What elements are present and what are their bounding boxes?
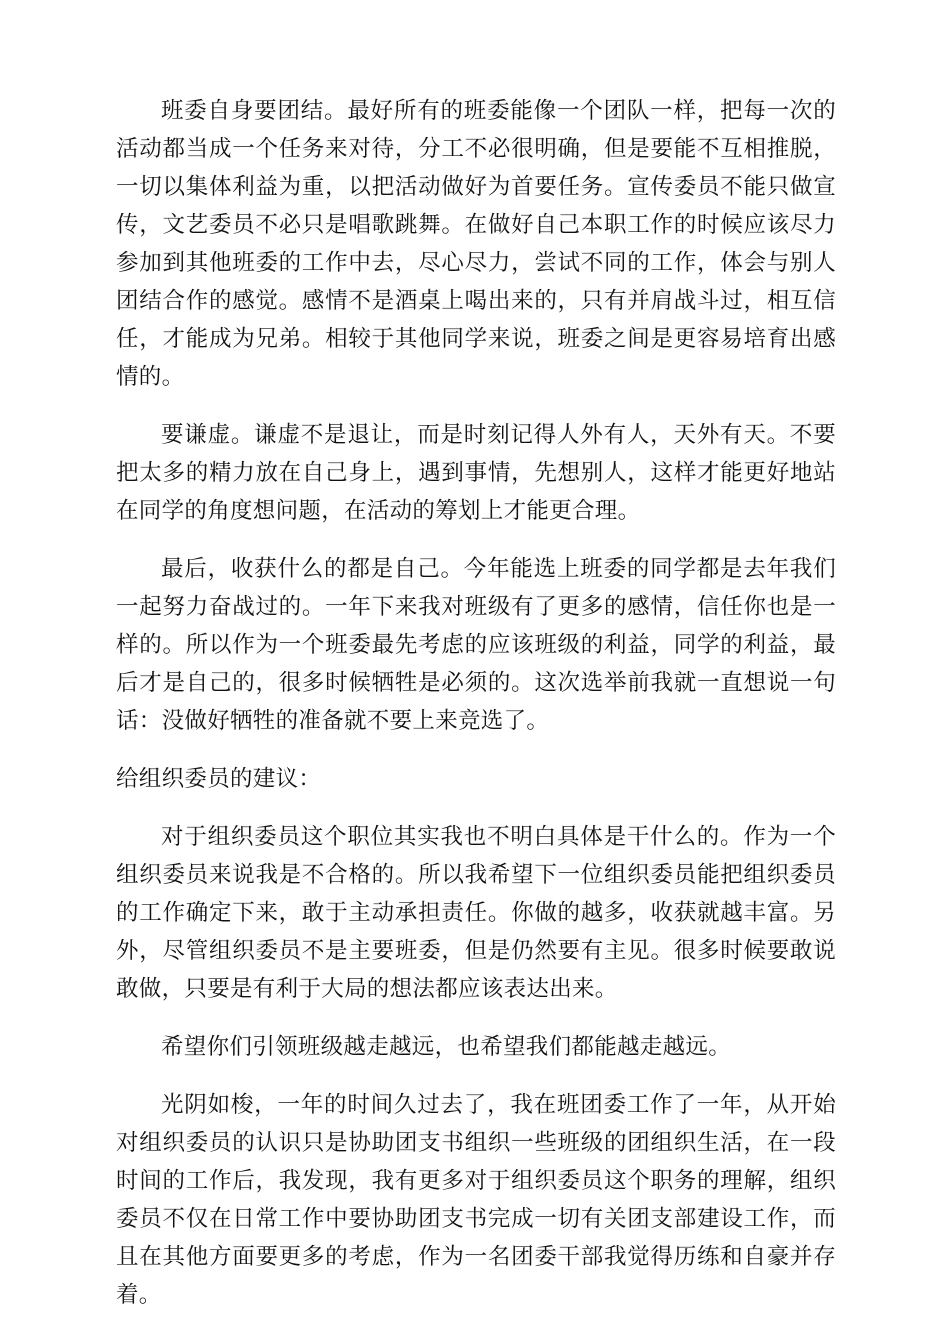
paragraph-time-flies: 光阴如梭，一年的时间久过去了，我在班团委工作了一年，从开始对组织委员的认识只是协助团支书组织一些班级的团组织生活，在一段时间的工作后，我发现，我有更多对于组织委员这个职务的理解，组织委员不仅在日常工作中要协助团支书完成一切有关团支部建设工作，而且在其他方面要更多的考虑，作为一名团委干部我觉得历练和自豪并存着。	[116, 1092, 836, 1308]
paragraph-hope: 希望你们引领班级越走越远，也希望我们都能越走越远。	[161, 1034, 732, 1060]
paragraph-finally: 最后，收获什么的都是自己。今年能选上班委的同学都是去年我们一起努力奋战过的。一年下来我对班级有了更多的感情，信任你也是一样的。所以作为一个班委最先考虑的应该班级的利益，同学的利益，最后才是自己的，很多时候牺牲是必须的。这次选举前我就一直想说一句话：没做好牺牲的准备就不要上来竞选了。	[116, 556, 836, 734]
paragraph-committee-unity: 班委自身要团结。最好所有的班委能像一个团队一样，把每一次的活动都当成一个任务来对待，分工不必很明确，但是要能不互相推脱，一切以集体利益为重，以把活动做好为首要任务。宣传委员不能只做宣传，文艺委员不必只是唱歌跳舞。在做好自己本职工作的时候应该尽力参加到其他班委的工作中去，尽心尽力，尝试不同的工作，体会与别人团结合作的感觉。感情不是酒桌上喝出来的，只有并肩战斗过，相互信任，才能成为兄弟。相较于其他同学来说，班委之间是更容易培育出感情的。	[116, 98, 836, 390]
paragraph-be-humble: 要谦虚。谦虚不是退让，而是时刻记得人外有人，天外有天。不要把太多的精力放在自己身上，遇到事情，先想别人，这样才能更好地站在同学的角度想问题，在活动的筹划上才能更合理。	[116, 422, 836, 524]
paragraph-organization-role: 对于组织委员这个职位其实我也不明白具体是干什么的。作为一个组织委员来说我是不合格的。所以我希望下一位组织委员能把组织委员的工作确定下来，敢于主动承担责任。你做的越多，收获就越丰富。另外，尽管组织委员不是主要班委，但是仍然要有主见。很多时候要敢说敢做，只要是有利于大局的想法都应该表达出来。	[116, 824, 836, 1002]
section-heading-advice: 给组织委员的建议：	[116, 766, 322, 792]
document-body	[116, 92, 836, 1334]
